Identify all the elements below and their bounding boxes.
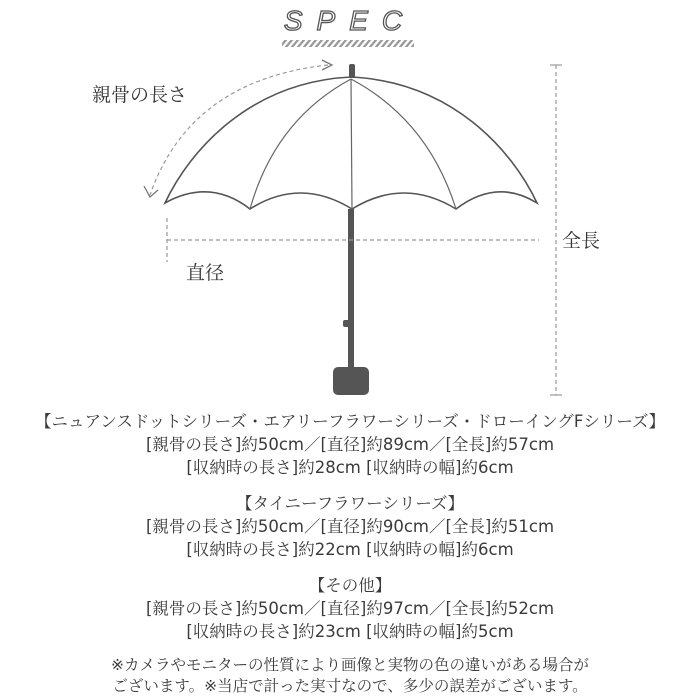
total-length-label: 全長 xyxy=(562,230,601,252)
spec-heading: 【タイニーフラワーシリーズ】 xyxy=(235,494,465,513)
spec-folded-size: [収納時の長さ]約28cm [収納時の幅]約6cm xyxy=(186,458,514,477)
diameter-label: 直径 xyxy=(186,262,225,284)
spec-block xyxy=(0,492,700,561)
spec-dimensions: [親骨の長さ]約50cm／[直径]約97cm／[全長]約52cm xyxy=(145,599,555,618)
spec-heading: 【その他】 xyxy=(308,576,392,595)
note-line: ございます。※当店で計った実寸なので、多少の誤差がございます。 xyxy=(112,677,588,695)
spec-block xyxy=(0,410,700,479)
spec-block xyxy=(0,574,700,643)
spec-folded-size: [収納時の長さ]約23cm [収納時の幅]約5cm xyxy=(186,622,514,641)
umbrella-handle xyxy=(333,367,369,395)
spec-dimensions: [親骨の長さ]約50cm／[直径]約89cm／[全長]約57cm xyxy=(145,435,555,454)
spec-dimensions: [親骨の長さ]約50cm／[直径]約90cm／[全長]約51cm xyxy=(145,517,555,536)
note-line: ※カメラやモニターの性質により画像と実物の色の違いがある場合が xyxy=(111,656,589,674)
disclaimer-note xyxy=(0,655,700,697)
spec-heading: 【ニュアンスドットシリーズ・エアリーフラワーシリーズ・ドローイングFシリーズ】 xyxy=(34,412,666,431)
spec-folded-size: [収納時の長さ]約22cm [収納時の幅]約6cm xyxy=(186,540,514,559)
umbrella-runner xyxy=(343,320,350,327)
rib-length-label: 親骨の長さ xyxy=(92,84,188,106)
spec-title: SPEC xyxy=(283,5,417,36)
rib-arrow-bottom xyxy=(144,186,158,197)
umbrella-tip xyxy=(349,64,355,78)
umbrella-shaft xyxy=(348,209,354,369)
spec-list xyxy=(0,410,700,656)
